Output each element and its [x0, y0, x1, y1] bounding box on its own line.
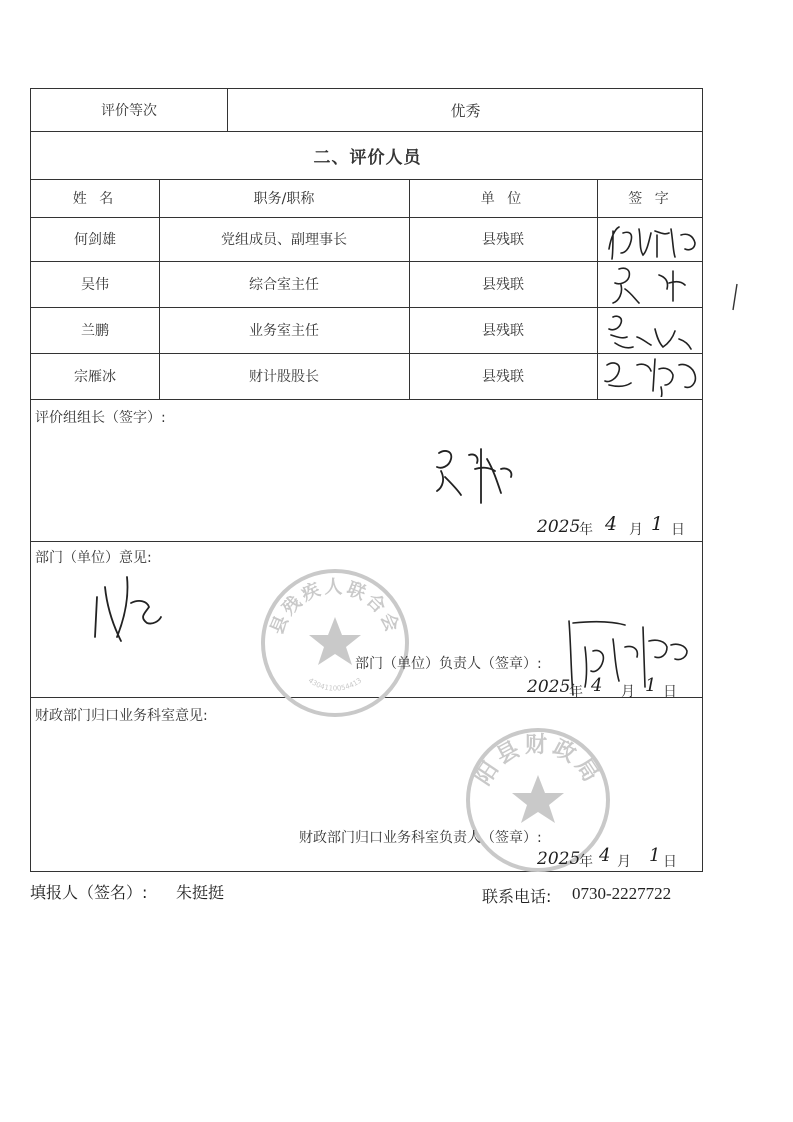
header-name: 姓 名 [72, 191, 118, 207]
group-leader-date-month: 4 [605, 513, 618, 535]
finance-date-year-char: 年 [579, 854, 593, 870]
phone-value: 0730-2227722 [572, 884, 672, 903]
group-leader-date-year-char: 年 [579, 522, 593, 538]
finance-stamp-text: 阳县财政局 [470, 733, 606, 790]
member-name: 吴伟 [81, 277, 109, 293]
dept-stamp-text: 县残疾人联合会 [266, 577, 404, 638]
member-name: 宗雁冰 [74, 369, 116, 385]
dept-stamp-code: 4304110054413 [306, 676, 364, 693]
row-divider [31, 541, 702, 542]
member-name: 兰鹏 [81, 323, 109, 339]
dept-date-day-char: 日 [663, 684, 677, 700]
member-name: 何剑雄 [74, 232, 116, 248]
phone-label: 联系电话: [482, 887, 552, 906]
dept-date-year: 2025 [527, 677, 571, 697]
filler-name: 朱挺挺 [176, 883, 225, 902]
header-signature: 签 字 [628, 191, 673, 207]
dept-opinion-signature [87, 567, 177, 653]
row-divider [31, 399, 702, 400]
section-title: 二、评价人员 [313, 147, 422, 168]
handwritten-signatures [599, 219, 709, 397]
finance-date-month: 4 [599, 845, 611, 866]
dept-date-day: 1 [645, 675, 657, 696]
finance-date-month-char: 月 [617, 854, 631, 870]
group-leader-signature [431, 439, 521, 511]
margin-mark [730, 282, 740, 312]
dept-date-month: 4 [591, 675, 603, 696]
grade-value: 优秀 [450, 101, 481, 120]
member-position: 党组成员、副理事长 [221, 232, 347, 248]
dept-date-month-char: 月 [621, 684, 635, 700]
finance-opinion-label: 财政部门归口业务科室意见: [35, 708, 208, 724]
member-unit: 县残联 [482, 232, 524, 248]
dept-date-year-char: 年 [569, 684, 583, 700]
finance-responsible-label: 财政部门归口业务科室负责人（签章）: [299, 830, 542, 846]
group-leader-label: 评价组组长（签字）: [35, 410, 166, 426]
header-unit: 单 位 [480, 191, 526, 207]
member-position: 综合室主任 [249, 277, 319, 293]
group-leader-date-day: 1 [651, 513, 664, 535]
group-leader-date-day-char: 日 [671, 522, 685, 538]
member-unit: 县残联 [482, 323, 524, 339]
finance-date-day-char: 日 [663, 854, 677, 870]
member-position: 财计股股长 [249, 369, 319, 385]
grade-label: 评价等次 [101, 103, 157, 119]
dept-stamp [257, 565, 413, 721]
member-unit: 县残联 [482, 369, 524, 385]
header-position: 职务/职称 [253, 191, 315, 207]
filler-label: 填报人（签名）: [30, 883, 148, 902]
dept-responsible-label: 部门（单位）负责人（签章）: [355, 656, 542, 672]
dept-opinion-label: 部门（单位）意见: [35, 550, 152, 566]
group-leader-date-year: 2025 [537, 517, 581, 537]
evaluation-form [30, 88, 703, 872]
finance-date-year: 2025 [537, 849, 581, 869]
member-position: 业务室主任 [249, 323, 319, 339]
group-leader-date-month-char: 月 [629, 522, 643, 538]
svg-text:4304110054413 [307, 676, 363, 692]
finance-date-day: 1 [649, 845, 661, 866]
member-unit: 县残联 [482, 277, 524, 293]
